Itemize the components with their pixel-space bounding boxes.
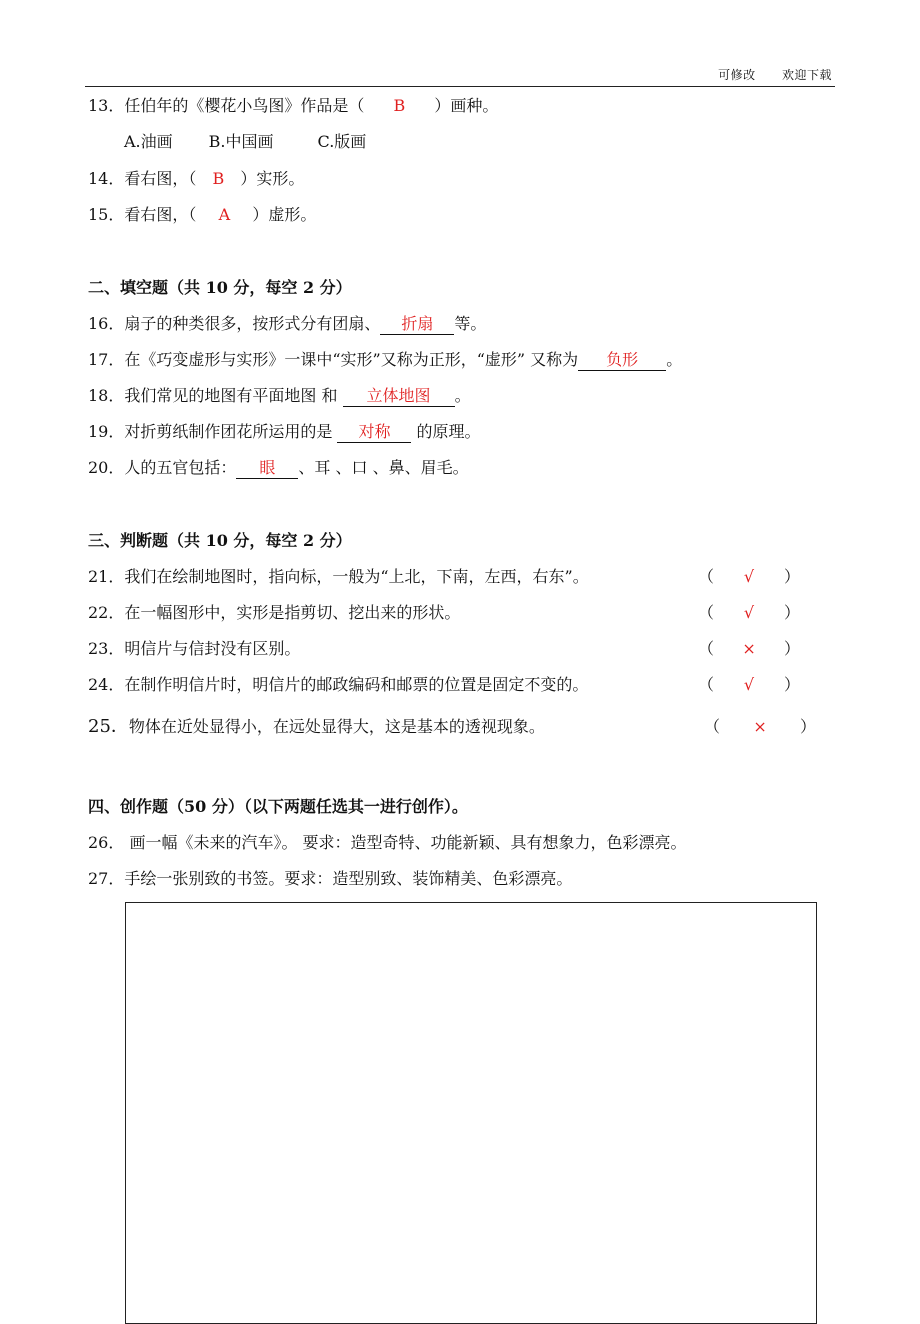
q14-text-end: ）实形。 [240, 169, 305, 188]
q13-answer: B [393, 96, 406, 115]
q13-number: 13． [88, 96, 125, 115]
q22-open-paren: （ [698, 603, 715, 622]
q23-open-paren: （ [698, 639, 715, 658]
q22-text: 在一幅图形中，实形是指剪切、挖出来的形状。 [124, 603, 461, 622]
question-22 [88, 602, 460, 624]
q15-answer: A [218, 205, 231, 224]
page-header [718, 66, 832, 83]
q13-option-c: C.版画 [317, 132, 367, 151]
question-14 [88, 168, 304, 190]
q25-text: 物体在近处显得小，在远处显得大，这是基本的透视现象。 [128, 717, 545, 736]
section-3-title: 三、判断题（共 10 分，每空 2 分） [88, 531, 352, 550]
q21-judgement [698, 566, 800, 588]
q17-answer: 负形 [578, 350, 666, 371]
question-17 [88, 349, 682, 371]
question-27 [88, 868, 572, 890]
question-15 [88, 204, 316, 226]
header-divider [85, 86, 835, 87]
header-download: 欢迎下载 [781, 68, 832, 82]
q14-text: 看右图，（ [124, 169, 197, 188]
q24-mark: √ [743, 675, 755, 694]
q25-number: 25． [88, 716, 129, 737]
q21-close-paren: ） [784, 567, 801, 586]
q24-text: 在制作明信片时，明信片的邮政编码和邮票的位置是固定不变的。 [124, 675, 589, 694]
q21-number: 21． [88, 567, 125, 586]
q23-mark: × [742, 639, 756, 658]
q19-answer: 对称 [337, 422, 411, 443]
q20-number: 20． [88, 458, 125, 477]
q19-number: 19． [88, 422, 125, 441]
q27-text: 手绘一张别致的书签。要求：造型别致、装饰精美、色彩漂亮。 [124, 869, 573, 888]
question-24 [88, 674, 588, 696]
q26-text: 画一幅《未来的汽车》。 要求：造型奇特、功能新颖、具有想象力，色彩漂亮。 [124, 833, 687, 852]
question-20 [88, 457, 469, 479]
q24-close-paren: ） [784, 675, 801, 694]
q20-text: 人的五官包括： [124, 458, 237, 477]
q26-number: 26． [88, 833, 125, 852]
q22-judgement [698, 602, 800, 624]
q15-number: 15． [88, 205, 125, 224]
q23-text: 明信片与信封没有区别。 [124, 639, 301, 658]
q22-close-paren: ） [784, 603, 801, 622]
q20-text-end: 、耳 、口 、鼻、眉毛。 [298, 458, 469, 477]
section-4-title: 四、创作题（50 分）（以下两题任选其一进行创作）。 [88, 797, 468, 816]
header-editable: 可修改 [718, 68, 756, 82]
q21-open-paren: （ [698, 567, 715, 586]
q13-option-a: A.油画 [124, 132, 173, 151]
question-18 [88, 385, 471, 407]
q17-text-end: 。 [666, 350, 683, 369]
q25-judgement [704, 716, 816, 738]
q18-text: 我们常见的地图有平面地图 和 [124, 386, 343, 405]
q21-mark: √ [743, 567, 755, 586]
q24-judgement [698, 674, 800, 696]
q13-text-end: ）画种。 [434, 96, 499, 115]
q16-text: 扇子的种类很多，按形式分有团扇、 [124, 314, 381, 333]
question-23 [88, 638, 300, 660]
q27-number: 27． [88, 869, 125, 888]
q22-mark: √ [743, 603, 755, 622]
q25-open-paren: （ [704, 717, 721, 736]
question-25 [88, 716, 545, 738]
question-13 [88, 95, 498, 117]
q18-number: 18． [88, 386, 125, 405]
q19-text-end: 的原理。 [411, 422, 481, 441]
question-19 [88, 421, 481, 443]
q13-option-b: B.中国画 [208, 132, 274, 151]
q23-judgement [698, 638, 800, 660]
q16-text-end: 等。 [454, 314, 487, 333]
q18-answer: 立体地图 [343, 386, 455, 407]
q15-text-end: ）虚形。 [252, 205, 317, 224]
q14-answer: B [212, 169, 225, 188]
q18-text-end: 。 [454, 386, 471, 405]
question-26 [88, 832, 687, 854]
q24-open-paren: （ [698, 675, 715, 694]
q19-text: 对折剪纸制作团花所运用的是 [124, 422, 338, 441]
q23-close-paren: ） [784, 639, 801, 658]
q21-text: 我们在绘制地图时，指向标，一般为“上北，下南，左西，右东”。 [124, 567, 589, 586]
q15-text: 看右图，（ [124, 205, 197, 224]
q23-number: 23． [88, 639, 125, 658]
q25-close-paren: ） [800, 717, 817, 736]
q17-number: 17． [88, 350, 125, 369]
q22-number: 22． [88, 603, 125, 622]
q24-number: 24． [88, 675, 125, 694]
q13-options [124, 131, 366, 153]
drawing-area-box [125, 902, 817, 1324]
q25-mark: × [753, 717, 767, 736]
q16-answer: 折扇 [380, 314, 454, 335]
question-16 [88, 313, 486, 335]
section-2-title: 二、填空题（共 10 分，每空 2 分） [88, 278, 352, 297]
q14-number: 14． [88, 169, 125, 188]
q17-text: 在《巧变虚形与实形》一课中“实形”又称为正形，“虚形” 又称为 [124, 350, 579, 369]
question-21 [88, 566, 589, 588]
q16-number: 16． [88, 314, 125, 333]
q13-text: 任伯年的《樱花小鸟图》作品是（ [124, 96, 365, 115]
q20-answer: 眼 [236, 458, 298, 479]
